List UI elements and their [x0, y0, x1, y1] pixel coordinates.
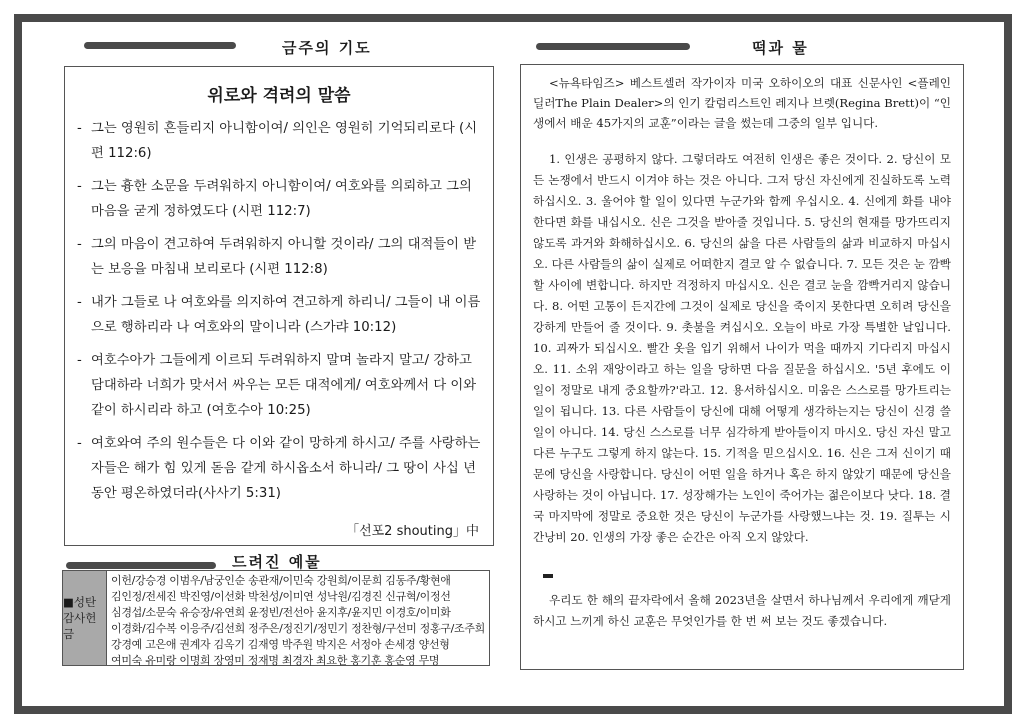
offering-name-line: 이헌/강승경 이범우/남궁인순 송관재/이민숙 강원희/이문희 김동주/황현애: [111, 574, 451, 587]
offering-name-line: 여미숙 유미랑 이명희 장영미 정재명 최경자 최요한 홍기훈 홍순영 무명: [111, 654, 440, 667]
offering-name-list: [107, 571, 489, 665]
offering-category-label: ■성탄감사헌금: [63, 571, 107, 665]
bullet-dash: -: [77, 353, 82, 368]
bullet-dash: -: [77, 295, 82, 310]
essay-intro: <뉴욕타임즈> 베스트셀러 작가이자 미국 오하이오의 대표 신문사인 <플레인 딜러The Plain Dealer>의 인기 칼럼리스트인 레지나 브렛(Regina Brett)이 “인생에서 배운 45가지의 교훈”이라는 글을 썼는데 그중의 일부 입니다.: [533, 76, 951, 130]
offering-title-bar: [66, 562, 216, 569]
verse-item: - 그의 마음이 견고하여 두려워하지 아니할 것이라/ 그의 대적들이 받는 보응을 마침내 보리로다 (시편 112:8): [65, 232, 493, 282]
section-marker: [543, 574, 553, 578]
right-title-bar: [536, 43, 690, 50]
prayer-section-title: 금주의 기도: [282, 39, 372, 57]
offering-section-title: 드려진 예물: [232, 553, 322, 571]
essay-closing: 우리도 한 해의 끝자락에서 올해 2023년을 살면서 하나님께서 우리에게 깨닫게 하시고 느끼게 하신 교훈은 무엇인가를 한 번 써 보는 것도 좋겠습니다.: [533, 593, 951, 628]
prayer-heading: 위로와 격려의 말씀: [207, 86, 351, 106]
prayer-box: [64, 66, 494, 546]
offering-name-line: 이경화/김수복 이응주/김선희 정주은/정진기/정민기 정찬형/구선미 정홍구/조주희: [111, 622, 485, 635]
verse-item: - 여호와여 주의 원수들은 다 이와 같이 망하게 하시고/ 주를 사랑하는 자들은 해가 힘 있게 돋음 같게 하시옵소서 하니라/ 그 땅이 사십 년 동안 평온하였더라(사사기 5:31): [65, 431, 493, 506]
verse-item: - 내가 그들로 나 여호와를 의지하여 견고하게 하리니/ 그들이 내 이름으로 행하리라 나 여호와의 말이니라 (스가랴 10:12): [65, 290, 493, 340]
essay-section-title: 떡과 물: [752, 39, 809, 57]
bullet-dash: -: [77, 237, 82, 252]
verse-item: - 그는 영원히 흔들리지 아니함이여/ 의인은 영원히 기억되리로다 (시편 112:6): [65, 116, 493, 166]
essay-box: [520, 64, 964, 670]
verse-item: - 그는 흉한 소문을 두려워하지 아니함이여/ 여호와를 의뢰하고 그의 마음을 굳게 정하였도다 (시편 112:7): [65, 174, 493, 224]
essay-body: 1. 인생은 공평하지 않다. 그렇더라도 여전히 인생은 좋은 것이다. 2. 당신이 모든 논쟁에서 반드시 이겨야 하는 것은 아니다. 그저 당신 자신에게 진실하도록 노력하십시오. 3. 울어야 할 일이 있다면 누군가와 함께 우십시오. 4. 신에게 화를 내야 한다면 화를 내십시오. 신은 그것을 받아줄 것입니다. 5. 당신의 현재를 망가뜨리지 않도록 과거와 화해하십시오. 6. 당신의 삶을 다른 사람들의 삶과 비교하지 마십시오. 다른 사람들의 삶이 실제로 어떠한지 결코 알 수 없습니다. 7. 모든 것은 눈 깜빡할 사이에 변합니다. 하지만 걱정하지 마십시오. 신은 결코 눈을 깜빡거리지 않습니다. 8. 어떤 고통이 든지간에 그것이 실제로 당신을 죽이지 못한다면 오히려 당신을 강하게 만들어 줄 것이다. 9. 촛불을 켜십시오. 오늘이 바로 가장 특별한 날입니다. 10. 괴짜가 되십시오. 빨간 옷을 입기 위해서 나이가 먹을 때까지 기다리지 마십시오. 11. 소위 재앙이라고 하는 일을 당하면 다음 질문을 하십시오. '5년 후에도 이 일이 정말로 내게 중요할까?'라고. 12. 용서하십시오. 미움은 스스로를 망가트리는 일이 됩니다. 13. 다른 사람들이 당신에 대해 어떻게 생각하는지는 당신이 신경 쓸 일이 아니다. 14. 당신 스스로를 너무 심각하게 받아들이지 마시오. 당신 자신 말고 다른 누구도 그렇게 하지 않는다. 15. 기적을 믿으십시오. 16. 신은 그저 신이기 때문에 당신을 사랑합니다. 당신이 어떤 일을 하거나 혹은 하지 않았기 때문에 당신을 사랑하는 것이 아닙니다. 17. 성장해가는 노인이 죽어가는 젊은이보다 낫다. 18. 결국 마지막에 정말로 중요한 것은 당신이 누군가를 사랑했느냐는 것. 19. 질투는 시간낭비 20. 인생의 가장 좋은 순간은 아직 오지 않았다.: [533, 152, 951, 544]
bullet-dash: -: [77, 121, 82, 136]
left-title-bar: [84, 42, 236, 49]
offering-name-line: 김인정/전세진 박진영/이선화 박천성/이미연 성낙원/김경진 신규혁/이정선: [111, 590, 451, 603]
bullet-dash: -: [77, 179, 82, 194]
verse-source: 「선포2 shouting」中: [346, 524, 479, 539]
verse-item: - 여호수아가 그들에게 이르되 두려워하지 말며 놀라지 말고/ 강하고 담대하라 너희가 맞서서 싸우는 모든 대적에게/ 여호와께서 다 이와 같이 하시리라 하고 (여호수아 10:25): [65, 348, 493, 423]
offering-name-line: 강경예 고은애 권계자 김옥기 김재영 박주원 박지은 서정아 손세경 양선형: [111, 638, 450, 651]
bullet-dash: -: [77, 436, 82, 451]
offering-table: [62, 570, 490, 666]
offering-name-line: 심경섭/소문숙 유승장/유연희 윤정빈/전선아 윤지후/윤지민 이경호/이미화: [111, 606, 451, 619]
